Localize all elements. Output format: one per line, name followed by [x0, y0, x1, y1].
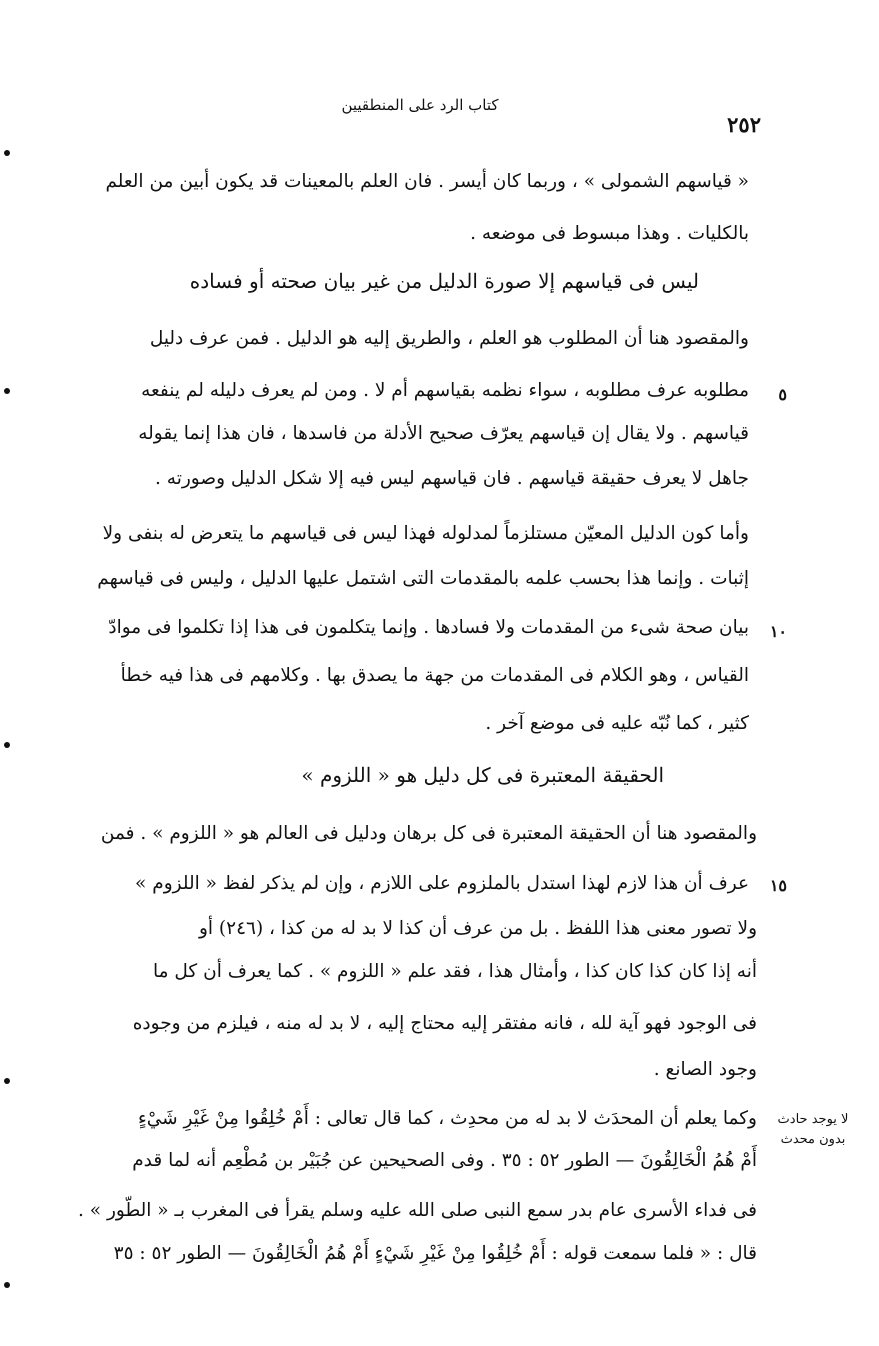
text-line: والمقصود هنا أن المطلوب هو العلم ، والطريق إليه هو الدليل . فمن عرف دليل — [149, 328, 749, 349]
text-line: إثبات . وإنما هذا بحسب علمه بالمقدمات التى اشتمل عليها الدليل ، وليس فى قياسهم — [97, 568, 749, 589]
text-line: جاهل لا يعرف حقيقة قياسهم . فان قياسهم ليس فيه إلا شكل الدليل وصورته . — [155, 468, 749, 489]
text-line: وكما يعلم أن المحدَث لا بد له من محدِث ، كما قال تعالى : أَمْ خُلِقُوا مِنْ غَيْرِ شَيْءٍ — [138, 1108, 757, 1129]
scan-speck — [4, 150, 10, 156]
text-line: ولا تصور معنى هذا اللفظ . بل من عرف أن كذا لا بد له من كذا ، (٢٤٦) أو — [198, 918, 757, 939]
text-line: بالكليات . وهذا مبسوط فى موضعه . — [470, 223, 749, 244]
running-title: كتاب الرد على المنطقيين — [341, 96, 499, 114]
scan-speck — [4, 1078, 10, 1084]
text-line: بيان صحة شىء من المقدمات ولا فسادها . وإنما يتكلمون فى هذا إذا تكلموا فى موادّ — [108, 617, 749, 638]
scan-speck — [4, 742, 10, 748]
line-number: ١٠ — [769, 622, 787, 641]
line-number: ٥ — [778, 385, 787, 404]
scan-speck — [4, 388, 10, 394]
text-line: القياس ، وهو الكلام فى المقدمات من جهة ما يصدق بها . وكلامهم فى هذا فيه خطأ — [120, 665, 749, 686]
text-line: كثير ، كما نُبّه عليه فى موضع آخر . — [485, 713, 749, 734]
text-line: عرف أن هذا لازم لهذا استدل بالملزوم على اللازم ، وإن لم يذكر لفظ « اللزوم » — [135, 873, 749, 894]
text-line: مطلوبه عرف مطلوبه ، سواء نظمه بقياسهم أم لا . ومن لم يعرف دليله لم ينفعه — [141, 380, 749, 401]
margin-note: لا يوجد حادث بدون محدث — [777, 1112, 849, 1147]
text-line: وأما كون الدليل المعيّن مستلزماً لمدلوله فهذا ليس فى قياسهم ما يتعرض له بنفى ولا — [102, 523, 749, 544]
text-line: أنه إذا كان كذا كان كذا ، وأمثال هذا ، فقد علم « اللزوم » . كما يعرف أن كل ما — [153, 961, 757, 982]
text-line: فى الوجود فهو آية لله ، فانه مفتقر إليه محتاج إليه ، لا بد له منه ، فيلزم من وجوده — [132, 1013, 757, 1034]
text-line: وجود الصانع . — [653, 1059, 757, 1080]
text-line: قال : « فلما سمعت قوله : أَمْ خُلِقُوا مِنْ غَيْرِ شَيْءٍ أَمْ هُمُ الْخَالِقُونَ — الطور ٥٢ : ٣٥ — [113, 1243, 757, 1264]
scan-speck — [4, 1282, 10, 1288]
section-heading: الحقيقة المعتبرة فى كل دليل هو « اللزوم » — [301, 763, 664, 787]
text-line: أَمْ هُمُ الْخَالِقُونَ — الطور ٥٢ : ٣٥ . وفى الصحيحين عن جُبَيْر بن مُطْعِم أنه لما قدم — [132, 1150, 757, 1171]
text-line: قياسهم . ولا يقال إن قياسهم يعرّف صحيح الأدلة من فاسدها ، فان هذا إنما يقوله — [138, 423, 749, 444]
line-number: ١٥ — [769, 876, 787, 895]
text-line: « قياسهم الشمولى » ، وربما كان أيسر . فان العلم بالمعينات قد يكون أبين من العلم — [105, 171, 749, 192]
text-line: والمقصود هنا أن الحقيقة المعتبرة فى كل برهان ودليل فى العالم هو « اللزوم » . فمن — [100, 823, 757, 844]
text-line: فى فداء الأسرى عام بدر سمع النبى صلى الله عليه وسلم يقرأ فى المغرب بـ « الطّور » . — [78, 1200, 757, 1221]
page-number: ٢٥٢ — [727, 112, 761, 137]
section-heading: ليس فى قياسهم إلا صورة الدليل من غير بيان صحته أو فساده — [189, 269, 699, 293]
